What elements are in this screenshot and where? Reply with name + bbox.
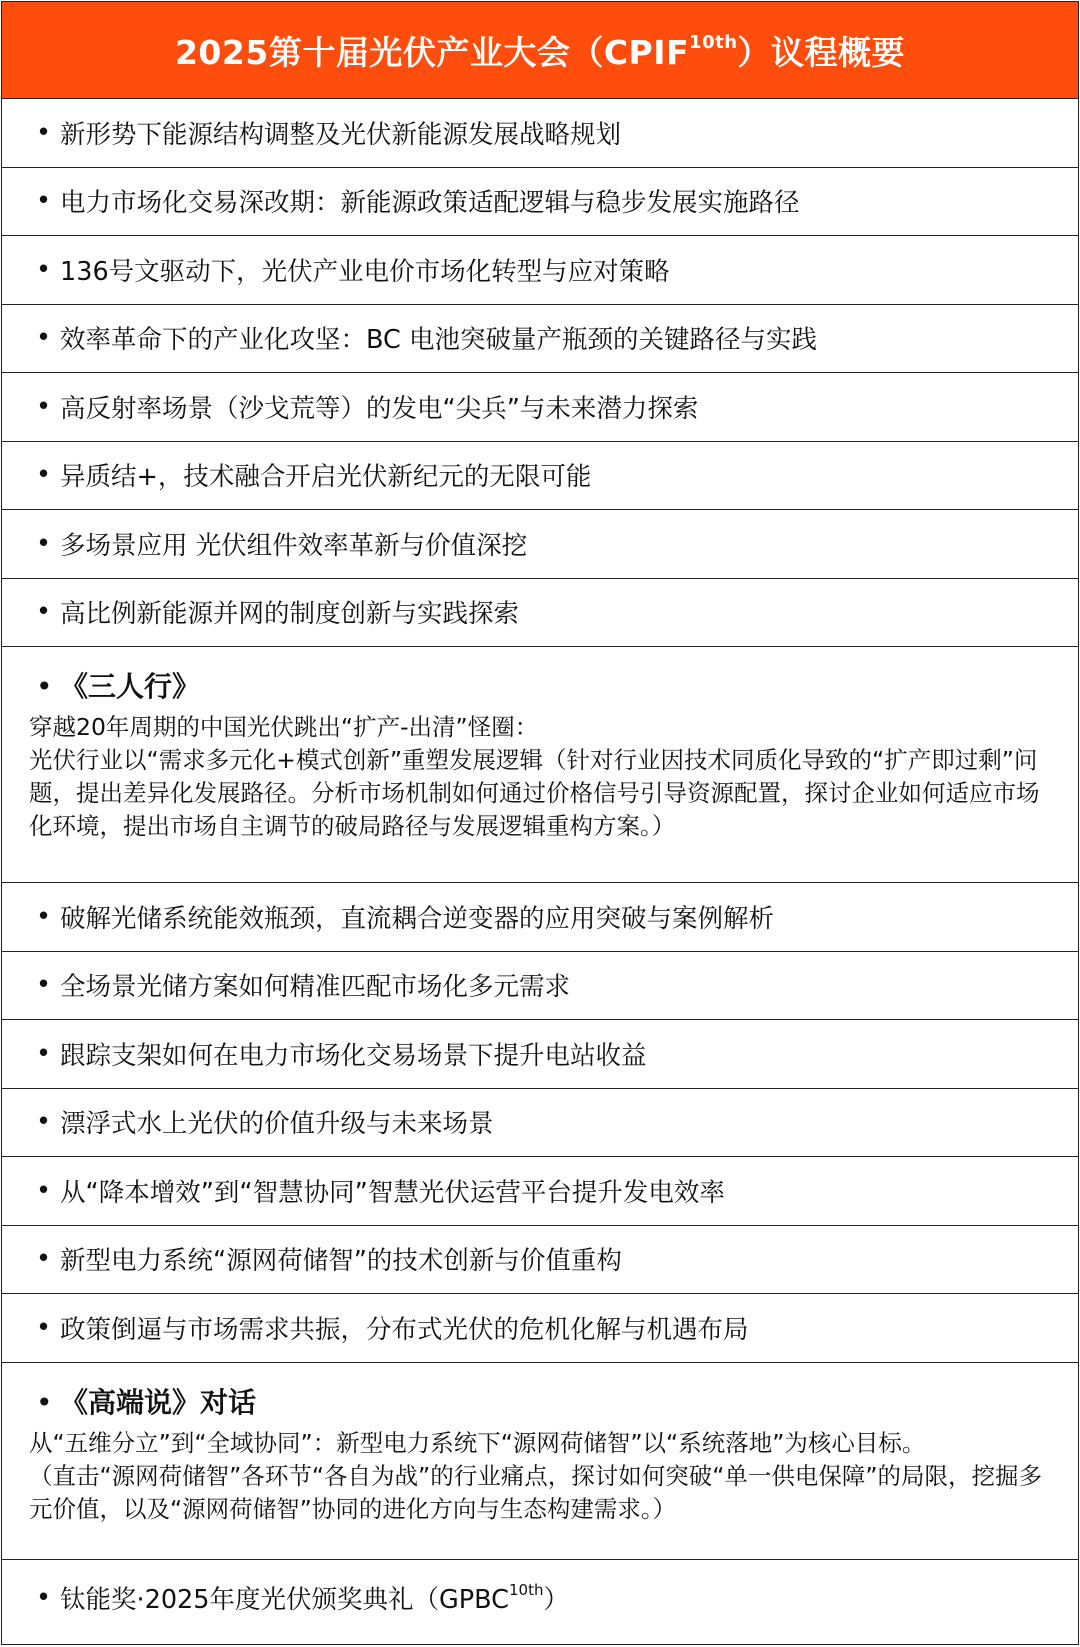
agenda-item-text: 新形势下能源结构调整及光伏新能源发展战略规划 [60,119,622,150]
agenda-item [2,952,1078,1021]
agenda-item-text: 政策倒逼与市场需求共振，分布式光伏的危机化解与机遇布局 [60,1314,749,1345]
bullet-icon: • [36,1038,52,1069]
session-description: （直击“源网荷储智”各环节“各自为战”的行业痛点，探讨如何突破“单一供电保障”的局限，挖掘多元价值，以及“源网荷储智”协同的进化方向与生态构建需求。） [29,1461,1043,1523]
agenda-item-text: 136号文驱动下，光伏产业电价市场化转型与应对策略 [60,256,670,287]
agenda-item [2,1089,1078,1158]
bullet-icon: • [36,970,52,1001]
session-subtitle: 从“五维分立”到“全域协同”：新型电力系统下“源网荷储智”以“系统落地”为核心目标。 [29,1428,926,1457]
bullet-icon: • [36,1244,52,1275]
agenda-item [2,1020,1078,1089]
bullet-icon: • [36,901,52,932]
session-block-gaoduanshuo [2,1363,1078,1560]
agenda-item-text: 漂浮式水上光伏的价值升级与未来场景 [60,1109,494,1140]
bullet-icon: • [36,186,52,217]
agenda-item-text: 从“降本增效”到“智慧协同”智慧光伏运营平台提升发电效率 [60,1177,725,1208]
agenda-item-text: 破解光储系统能效瓶颈，直流耦合逆变器的应用突破与案例解析 [60,903,775,934]
bullet-icon: • [36,1583,52,1613]
title-end: ）议程概要 [737,32,906,72]
award-text-main: 钛能奖·2025年度光伏颁奖典礼（GPBC [60,1585,509,1615]
agenda-item-text: 异质结+，技术融合开启光伏新纪元的无限可能 [60,462,592,493]
agenda-item [2,305,1078,374]
bullet-icon: • [36,528,52,559]
agenda-sheet [1,1,1079,1645]
agenda-item-text: 高反射率场景（沙戈荒等）的发电“尖兵”与未来潜力探索 [60,393,699,424]
session-description: 光伏行业以“需求多元化+模式创新”重塑发展逻辑（针对行业因技术同质化导致的“扩产即过剩”问题，提出差异化发展路径。分析市场机制如何通过价格信号引导资源配置，探讨企业如何适应市场化环境，提出市场自主调节的破局路径与发展逻辑重构方案。） [29,746,1040,840]
session-title-text: 《高端说》对话 [60,1385,257,1419]
agenda-item [2,510,1078,579]
agenda-item-award [2,1560,1078,1637]
agenda-item [2,1294,1078,1363]
award-text [60,1580,569,1616]
agenda-item-text: 效率革命下的产业化攻坚：BC 电池突破量产瓶颈的关键路径与实践 [60,325,817,356]
agenda-item [2,1157,1078,1226]
agenda-item-text: 电力市场化交易深改期：新能源政策适配逻辑与稳步发展实施路径 [60,188,800,219]
agenda-item-text: 跟踪支架如何在电力市场化交易场景下提升电站收益 [60,1040,647,1071]
award-text-end: ） [543,1585,569,1615]
session-title-text: 《三人行》 [60,670,201,703]
agenda-header [2,2,1078,99]
bullet-icon: • [36,1107,52,1138]
session-title [29,665,1054,705]
agenda-item-text: 全场景光储方案如何精准匹配市场化多元需求 [60,972,571,1003]
agenda-item-text: 多场景应用 光伏组件效率革新与价值深挖 [60,530,528,561]
bullet-icon: • [36,597,52,628]
agenda-item [2,1226,1078,1295]
session-block-sanrenxing [2,647,1078,883]
title-superscript: 10th [689,31,738,53]
agenda-item [2,373,1078,442]
bullet-icon: • [36,391,52,422]
bullet-icon: • [36,460,52,491]
title-main: 2025第十届光伏产业大会（CPIF [174,32,690,72]
bullet-icon: • [36,670,53,703]
session-subtitle: 穿越20年周期的中国光伏跳出“扩产-出清”怪圈： [29,713,539,741]
agenda-item [2,442,1078,511]
session-title [29,1381,1054,1421]
agenda-item-text: 新型电力系统“源网荷储智”的技术创新与价值重构 [60,1246,622,1277]
bullet-icon: • [36,1385,53,1419]
bullet-icon: • [36,117,52,148]
bullet-icon: • [36,254,52,285]
agenda-title [175,27,905,74]
agenda-item [2,168,1078,237]
award-superscript: 10th [509,1580,544,1599]
agenda-item-text: 高比例新能源并网的制度创新与实践探索 [60,599,520,630]
agenda-item [2,99,1078,168]
agenda-item [2,236,1078,305]
agenda-item [2,579,1078,648]
bullet-icon: • [36,1312,52,1343]
agenda-item [2,883,1078,952]
bullet-icon: • [36,1175,52,1206]
bullet-icon: • [36,323,52,354]
